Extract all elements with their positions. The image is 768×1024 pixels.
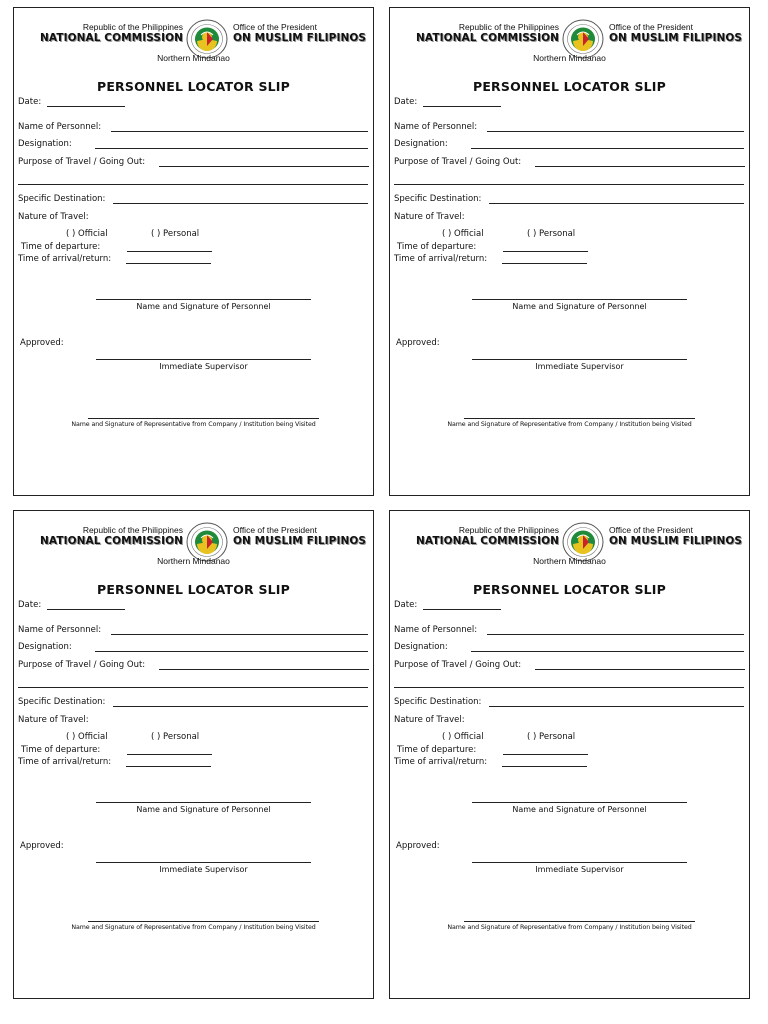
locator-slip: [389, 7, 750, 496]
official-checkbox[interactable]: ( ) Official: [442, 732, 484, 742]
supervisor-caption: Immediate Supervisor: [535, 865, 624, 874]
purpose-label: Purpose of Travel / Going Out:: [394, 660, 522, 670]
supervisor-signature-field[interactable]: [96, 862, 311, 863]
date-field[interactable]: [423, 609, 501, 610]
supervisor-caption: Immediate Supervisor: [159, 362, 248, 371]
nature-label: Nature of Travel:: [18, 212, 89, 222]
departure-label: Time of departure:: [397, 745, 477, 755]
destination-label: Specific Destination:: [394, 697, 482, 707]
personnel-signature-field[interactable]: [472, 802, 687, 803]
departure-label: Time of departure:: [397, 242, 477, 252]
destination-field[interactable]: [113, 706, 368, 707]
agency-name-left: NATIONAL COMMISSION: [416, 535, 559, 547]
office-label: Office of the President: [609, 525, 693, 535]
name-label: Name of Personnel:: [394, 122, 478, 132]
representative-signature-field[interactable]: [88, 418, 319, 419]
departure-field[interactable]: [127, 754, 212, 755]
designation-label: Designation:: [394, 642, 448, 652]
locator-slip: [13, 7, 374, 496]
name-label: Name of Personnel:: [18, 122, 102, 132]
destination-field[interactable]: [489, 706, 744, 707]
personnel-signature-caption: Name and Signature of Personnel: [512, 805, 647, 814]
purpose-field-line-2[interactable]: [18, 687, 368, 688]
destination-field[interactable]: [489, 203, 744, 204]
form-title: PERSONNEL LOCATOR SLIP: [96, 79, 291, 94]
personnel-signature-field[interactable]: [472, 299, 687, 300]
departure-label: Time of departure:: [21, 745, 101, 755]
departure-field[interactable]: [503, 754, 588, 755]
supervisor-signature-field[interactable]: [472, 862, 687, 863]
departure-label: Time of departure:: [21, 242, 101, 252]
personal-checkbox[interactable]: ( ) Personal: [527, 732, 576, 742]
purpose-field[interactable]: [159, 669, 369, 670]
agency-name-left: NATIONAL COMMISSION: [40, 32, 183, 44]
office-label: Office of the President: [609, 22, 693, 32]
nature-label: Nature of Travel:: [394, 212, 465, 222]
designation-label: Designation:: [18, 139, 72, 149]
arrival-field[interactable]: [502, 263, 587, 264]
supervisor-signature-field[interactable]: [96, 359, 311, 360]
name-field[interactable]: [487, 634, 744, 635]
purpose-field[interactable]: [159, 166, 369, 167]
agency-name-left: NATIONAL COMMISSION: [40, 535, 183, 547]
approved-label: Approved:: [396, 338, 440, 348]
agency-name-left: NATIONAL COMMISSION: [416, 32, 559, 44]
agency-name-right: ON MUSLIM FILIPINOS: [233, 32, 367, 44]
region-label: Northern Mindanao: [157, 556, 230, 566]
personnel-signature-caption: Name and Signature of Personnel: [512, 302, 647, 311]
designation-field[interactable]: [471, 651, 744, 652]
date-label: Date:: [394, 600, 418, 610]
designation-field[interactable]: [95, 651, 368, 652]
personnel-signature-caption: Name and Signature of Personnel: [136, 805, 271, 814]
agency-name-right: ON MUSLIM FILIPINOS: [609, 535, 743, 547]
representative-caption: Name and Signature of Representative from Company / Institution being Visited: [71, 421, 316, 428]
destination-label: Specific Destination:: [18, 697, 106, 707]
republic-label: Republic of the Philippines: [82, 525, 183, 535]
locator-slip: [13, 510, 374, 999]
purpose-field-line-2[interactable]: [394, 687, 744, 688]
supervisor-signature-field[interactable]: [472, 359, 687, 360]
locator-slip: [389, 510, 750, 999]
arrival-field[interactable]: [502, 766, 587, 767]
personnel-signature-caption: Name and Signature of Personnel: [136, 302, 271, 311]
date-field[interactable]: [423, 106, 501, 107]
designation-label: Designation:: [18, 642, 72, 652]
representative-caption: Name and Signature of Representative from Company / Institution being Visited: [71, 924, 316, 931]
office-label: Office of the President: [233, 525, 317, 535]
personnel-signature-field[interactable]: [96, 802, 311, 803]
name-field[interactable]: [111, 634, 368, 635]
agency-name-right: ON MUSLIM FILIPINOS: [233, 535, 367, 547]
official-checkbox[interactable]: ( ) Official: [66, 229, 108, 239]
arrival-label: Time of arrival/return:: [394, 254, 488, 264]
designation-label: Designation:: [394, 139, 448, 149]
date-field[interactable]: [47, 106, 125, 107]
personal-checkbox[interactable]: ( ) Personal: [527, 229, 576, 239]
purpose-label: Purpose of Travel / Going Out:: [18, 157, 146, 167]
arrival-label: Time of arrival/return:: [18, 757, 112, 767]
date-label: Date:: [18, 600, 42, 610]
region-label: Northern Mindanao: [157, 53, 230, 63]
personal-checkbox[interactable]: ( ) Personal: [151, 732, 200, 742]
form-title: PERSONNEL LOCATOR SLIP: [472, 79, 667, 94]
name-field[interactable]: [111, 131, 368, 132]
destination-label: Specific Destination:: [18, 194, 106, 204]
arrival-field[interactable]: [126, 766, 211, 767]
name-label: Name of Personnel:: [394, 625, 478, 635]
agency-name-right: ON MUSLIM FILIPINOS: [609, 32, 743, 44]
arrival-label: Time of arrival/return:: [18, 254, 112, 264]
arrival-label: Time of arrival/return:: [394, 757, 488, 767]
designation-field[interactable]: [95, 148, 368, 149]
personal-checkbox[interactable]: ( ) Personal: [151, 229, 200, 239]
official-checkbox[interactable]: ( ) Official: [66, 732, 108, 742]
purpose-label: Purpose of Travel / Going Out:: [18, 660, 146, 670]
representative-signature-field[interactable]: [88, 921, 319, 922]
supervisor-caption: Immediate Supervisor: [159, 865, 248, 874]
name-field[interactable]: [487, 131, 744, 132]
approved-label: Approved:: [396, 841, 440, 851]
purpose-field[interactable]: [535, 669, 745, 670]
purpose-field[interactable]: [535, 166, 745, 167]
destination-label: Specific Destination:: [394, 194, 482, 204]
purpose-field-line-2[interactable]: [394, 184, 744, 185]
nature-label: Nature of Travel:: [394, 715, 465, 725]
form-title: PERSONNEL LOCATOR SLIP: [96, 582, 291, 597]
office-label: Office of the President: [233, 22, 317, 32]
official-checkbox[interactable]: ( ) Official: [442, 229, 484, 239]
arrival-field[interactable]: [126, 263, 211, 264]
name-label: Name of Personnel:: [18, 625, 102, 635]
approved-label: Approved:: [20, 338, 64, 348]
region-label: Northern Mindanao: [533, 556, 606, 566]
form-title: PERSONNEL LOCATOR SLIP: [472, 582, 667, 597]
designation-field[interactable]: [471, 148, 744, 149]
region-label: Northern Mindanao: [533, 53, 606, 63]
personnel-signature-field[interactable]: [96, 299, 311, 300]
departure-field[interactable]: [503, 251, 588, 252]
destination-field[interactable]: [113, 203, 368, 204]
departure-field[interactable]: [127, 251, 212, 252]
date-label: Date:: [18, 97, 42, 107]
purpose-field-line-2[interactable]: [18, 184, 368, 185]
date-field[interactable]: [47, 609, 125, 610]
date-label: Date:: [394, 97, 418, 107]
nature-label: Nature of Travel:: [18, 715, 89, 725]
supervisor-caption: Immediate Supervisor: [535, 362, 624, 371]
representative-signature-field[interactable]: [464, 921, 695, 922]
representative-signature-field[interactable]: [464, 418, 695, 419]
approved-label: Approved:: [20, 841, 64, 851]
purpose-label: Purpose of Travel / Going Out:: [394, 157, 522, 167]
representative-caption: Name and Signature of Representative from Company / Institution being Visited: [447, 421, 692, 428]
republic-label: Republic of the Philippines: [82, 22, 183, 32]
representative-caption: Name and Signature of Representative from Company / Institution being Visited: [447, 924, 692, 931]
republic-label: Republic of the Philippines: [458, 525, 559, 535]
republic-label: Republic of the Philippines: [458, 22, 559, 32]
